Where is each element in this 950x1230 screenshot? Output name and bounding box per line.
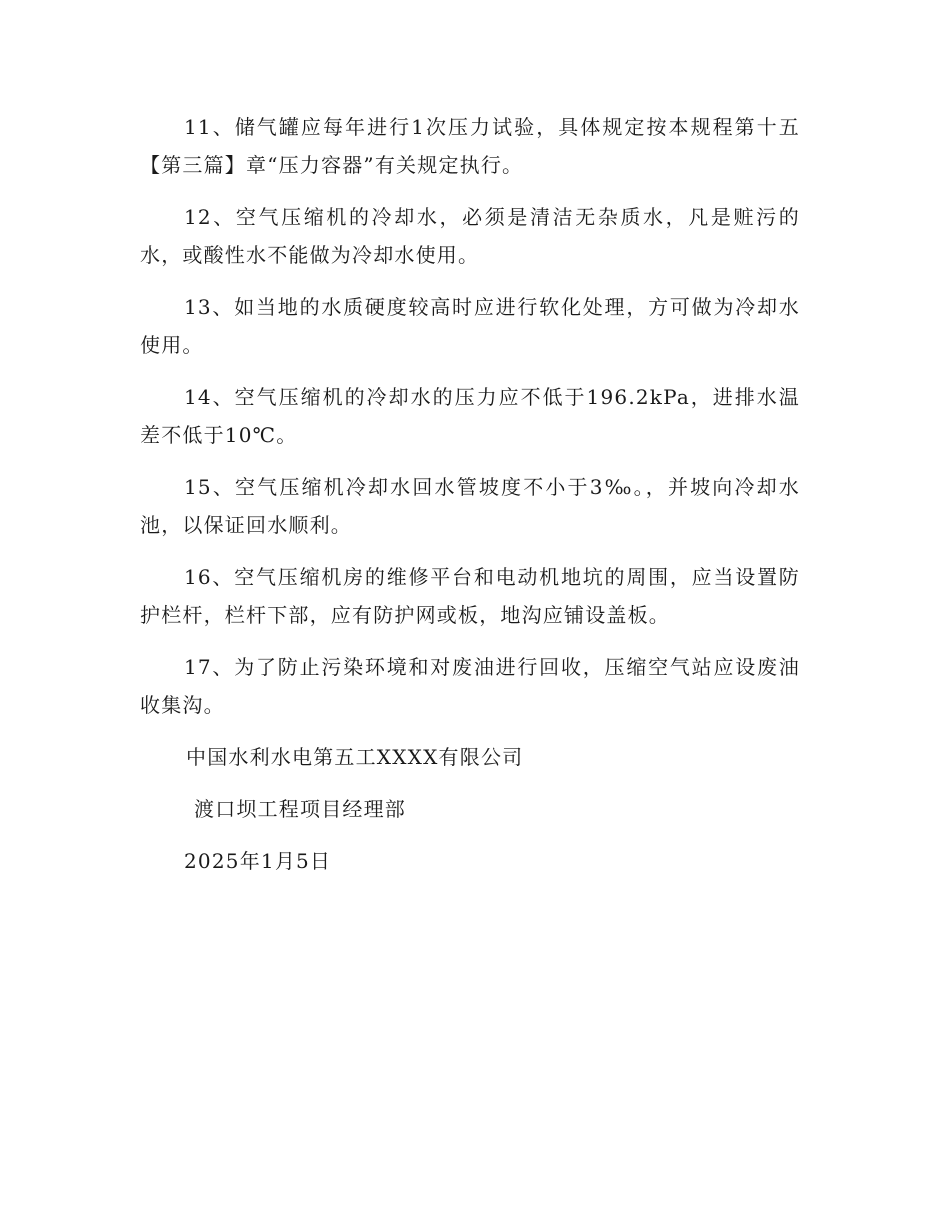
paragraph-13: 13、如当地的水质硬度较高时应进行软化处理，方可做为冷却水使用。 <box>140 295 800 357</box>
signature-date: 2025年1月5日 <box>184 849 332 873</box>
signature-department: 渡口坝工程项目经理部 <box>194 797 406 821</box>
paragraph-17: 17、为了防止污染环境和对废油进行回收，压缩空气站应设废油收集沟。 <box>140 655 800 717</box>
paragraph-16: 16、空气压缩机房的维修平台和电动机地坑的周围，应当设置防护栏杆，栏杆下部，应有防护网或板，地沟应铺设盖板。 <box>140 565 800 627</box>
paragraph-15: 15、空气压缩机冷却水回水管坡度不小于3‰。，并坡向冷却水池，以保证回水顺利。 <box>140 475 800 537</box>
document-body <box>140 108 800 894</box>
paragraph-14: 14、空气压缩机的冷却水的压力应不低于196.2kPa，进排水温差不低于10℃。 <box>140 385 800 447</box>
paragraph-11: 11、储气罐应每年进行1次压力试验，具体规定按本规程第十五【第三篇】章“压力容器”有关规定执行。 <box>140 115 800 177</box>
signature-company: 中国水利水电第五工XXXX有限公司 <box>186 745 524 769</box>
paragraph-12: 12、空气压缩机的冷却水，必须是清洁无杂质水，凡是赃污的水，或酸性水不能做为冷却水使用。 <box>140 205 800 267</box>
